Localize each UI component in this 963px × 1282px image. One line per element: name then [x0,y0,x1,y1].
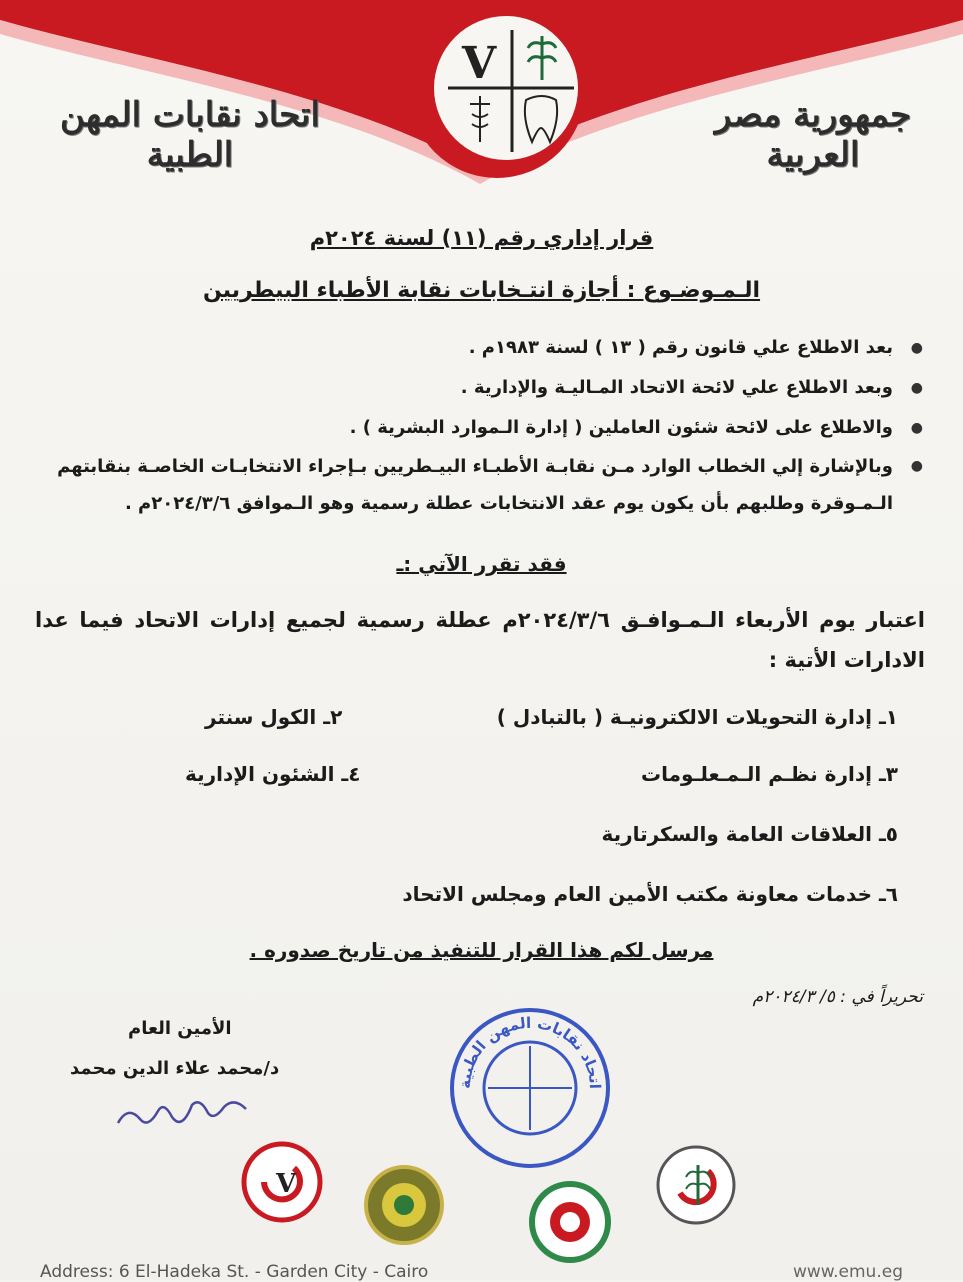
preamble-item: ● والاطلاع على لائحة شئون العاملين ( إدارة الـموارد البشرية ) . [40,408,925,448]
preamble-item: ● وبعد الاطلاع علي لائحة الاتحاد المـاليـة والإدارية . [40,368,925,408]
signature-scribble [110,1095,260,1135]
stamp-text: اتحاد نقابات المهن الطبية [455,1013,605,1090]
secretary-title: الأمين العام [128,1018,232,1039]
exception-item: ٢ـ الكول سنتر [205,705,343,729]
send-line: مرسل لكم هذا القرار للتنفيذ من تاريخ صدوره . [249,938,714,962]
decision-text: اعتبار يوم الأربعاء الـمـوافـق ٢٠٢٤/٣/٦م عطلة رسمية لجميع إدارات الاتحاد فيما عدا الادارات الأتية : [35,608,925,672]
vet-syndicate-seal [240,1140,324,1224]
header-union-name: اتحاد نقابات المهن الطبية [60,95,320,175]
exception-item: ٦ـ خدمات معاونة مكتب الأمين العام ومجلس الاتحاد [402,882,898,906]
logo-v-letter: V [462,38,497,89]
exception-item: ٣ـ إدارة نظـم الـمـعلـومات [640,762,898,786]
decree-subject: الـمـوضـوع : أجازة انتـخابات نقابة الأطباء البيطريين [202,278,761,303]
decided-heading: فقد تقرر الآتي :ـ [396,552,567,576]
secretary-name: د/محمد علاء الدين محمد [70,1058,280,1079]
header-country-name: جمهورية مصر العربية [714,95,912,175]
svg-text:V: V [276,1169,297,1199]
official-stamp [448,1006,612,1170]
preamble-item: ● بعد الاطلاع علي قانون رقم ( ١٣ ) لسنة ١٩٨٣م . [40,328,925,368]
pharmacists-syndicate-seal [362,1163,446,1247]
doctors-syndicate-seal [654,1143,738,1227]
issue-date: تحريراً في : ٥/ ٢٠٢٤/٣م [752,987,923,1007]
exception-item: ٤ـ الشئون الإدارية [185,762,361,786]
preamble-list [40,328,925,522]
footer-website: www.emu.eg [792,1262,903,1282]
dentists-syndicate-seal [528,1180,612,1264]
exception-item: ١ـ إدارة التحويلات الالكترونيـة ( بالتبادل ) [496,705,898,729]
exception-item: ٥ـ العلاقات العامة والسكرتارية [601,822,898,846]
decree-title: قرار إداري رقم (١١) لسنة ٢٠٢٤م [309,226,654,250]
preamble-item: ● وبالإشارة إلي الخطاب الوارد مـن نقابـة الأطبـاء البيـطريين بـإجراء الانتخابـات الخاصـة بنقابتهم الـمـوقرة وطلبهم بأن يكون يوم عقد الانتخابات عطلة رسمية وهو الـموافق ٢٠٢٤/٣/٦م . [40,448,925,522]
signature [110,1095,260,1142]
footer-address: Address: 6 El-Hadeka St. - Garden City - Cairo [40,1262,429,1282]
